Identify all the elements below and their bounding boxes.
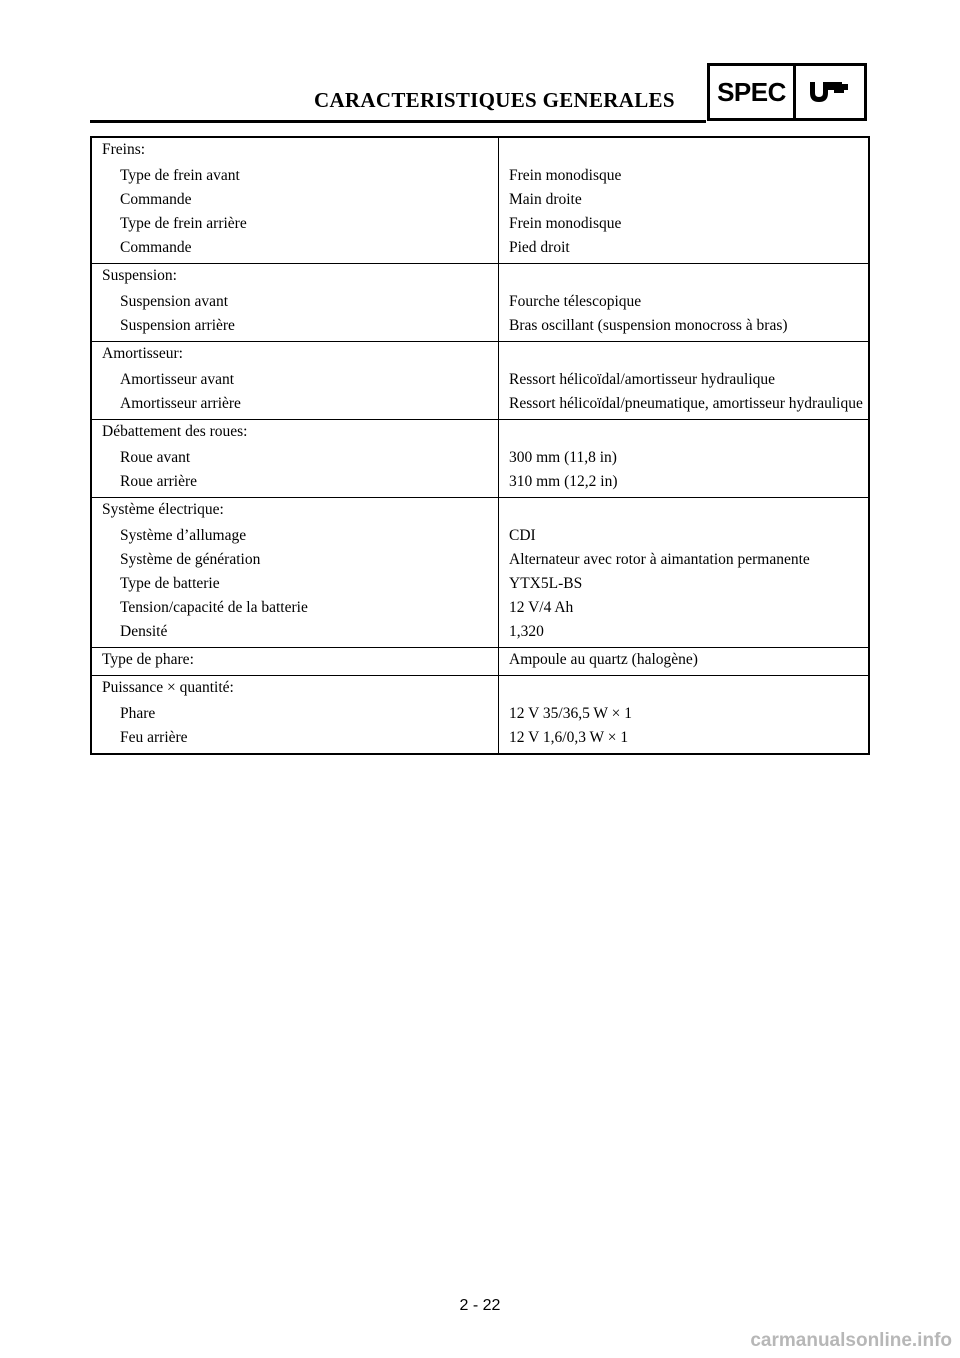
spec-badge-label: SPEC [710, 66, 796, 118]
spec-value: 12 V 35/36,5 W × 1 [499, 702, 870, 726]
table-row [91, 392, 869, 420]
group-heading-value [499, 420, 870, 447]
table-group-heading-row [91, 498, 869, 525]
spec-label: Tension/capacité de la batterie [91, 596, 499, 620]
specifications-table [90, 136, 870, 755]
spec-label: Type de batterie [91, 572, 499, 596]
spec-label: Type de frein avant [91, 164, 499, 188]
table-row [91, 470, 869, 498]
spec-label: Commande [91, 188, 499, 212]
spec-label: Amortisseur avant [91, 368, 499, 392]
spec-value: Alternateur avec rotor à aimantation permanente [499, 548, 870, 572]
spec-label: Feu arrière [91, 726, 499, 754]
spec-value: Ressort hélicoïdal/pneumatique, amortisseur hydraulique [499, 392, 870, 420]
spec-label: Suspension avant [91, 290, 499, 314]
spec-value: 310 mm (12,2 in) [499, 470, 870, 498]
group-heading: Système électrique: [91, 498, 499, 525]
table-row [91, 236, 869, 264]
spec-value: Frein monodisque [499, 212, 870, 236]
spec-badge [707, 63, 867, 121]
spec-label: Système de génération [91, 548, 499, 572]
header-rule [90, 120, 706, 123]
spec-label: Système d’allumage [91, 524, 499, 548]
spec-value: CDI [499, 524, 870, 548]
table-row [91, 726, 869, 754]
table-row [91, 446, 869, 470]
table-group-heading-row [91, 137, 869, 164]
spec-label: Suspension arrière [91, 314, 499, 342]
table-row [91, 548, 869, 572]
spec-label: Phare [91, 702, 499, 726]
table-group-heading-row [91, 264, 869, 291]
spec-value: Fourche télescopique [499, 290, 870, 314]
group-heading-value [499, 676, 870, 703]
spec-value: YTX5L-BS [499, 572, 870, 596]
table-group-heading-row [91, 342, 869, 369]
spec-value: Frein monodisque [499, 164, 870, 188]
spec-label: Roue arrière [91, 470, 499, 498]
spec-label: Type de frein arrière [91, 212, 499, 236]
table-row [91, 314, 869, 342]
group-heading: Amortisseur: [91, 342, 499, 369]
spec-label: Roue avant [91, 446, 499, 470]
table-group-heading-row [91, 420, 869, 447]
table-group-heading-row [91, 648, 869, 676]
spec-value: 1,320 [499, 620, 870, 648]
spec-value: 12 V 1,6/0,3 W × 1 [499, 726, 870, 754]
table-row [91, 524, 869, 548]
spec-label: Densité [91, 620, 499, 648]
group-heading-value [499, 137, 870, 164]
table-row [91, 702, 869, 726]
group-heading-value [499, 342, 870, 369]
page-title: CARACTERISTIQUES GENERALES [314, 88, 675, 112]
page-number: 2 - 22 [459, 1297, 501, 1314]
group-heading-value: Ampoule au quartz (halogène) [499, 648, 870, 676]
spec-value: Bras oscillant (suspension monocross à bras) [499, 314, 870, 342]
group-heading: Type de phare: [91, 648, 499, 676]
group-heading-value [499, 264, 870, 291]
group-heading: Freins: [91, 137, 499, 164]
table-row [91, 572, 869, 596]
spec-value: Ressort hélicoïdal/amortisseur hydraulique [499, 368, 870, 392]
table-row [91, 188, 869, 212]
table-row [91, 290, 869, 314]
group-heading-value [499, 498, 870, 525]
spec-value: Main droite [499, 188, 870, 212]
table-row [91, 164, 869, 188]
spec-value: 300 mm (11,8 in) [499, 446, 870, 470]
table-row [91, 596, 869, 620]
wrench-icon [796, 66, 864, 118]
spec-label: Amortisseur arrière [91, 392, 499, 420]
group-heading: Suspension: [91, 264, 499, 291]
spec-label: Commande [91, 236, 499, 264]
group-heading: Puissance × quantité: [91, 676, 499, 703]
table-row [91, 620, 869, 648]
spec-value: Pied droit [499, 236, 870, 264]
spec-value: 12 V/4 Ah [499, 596, 870, 620]
group-heading: Débattement des roues: [91, 420, 499, 447]
table-row [91, 368, 869, 392]
table-row [91, 212, 869, 236]
table-group-heading-row [91, 676, 869, 703]
watermark: carmanualsonline.info [750, 1330, 952, 1351]
